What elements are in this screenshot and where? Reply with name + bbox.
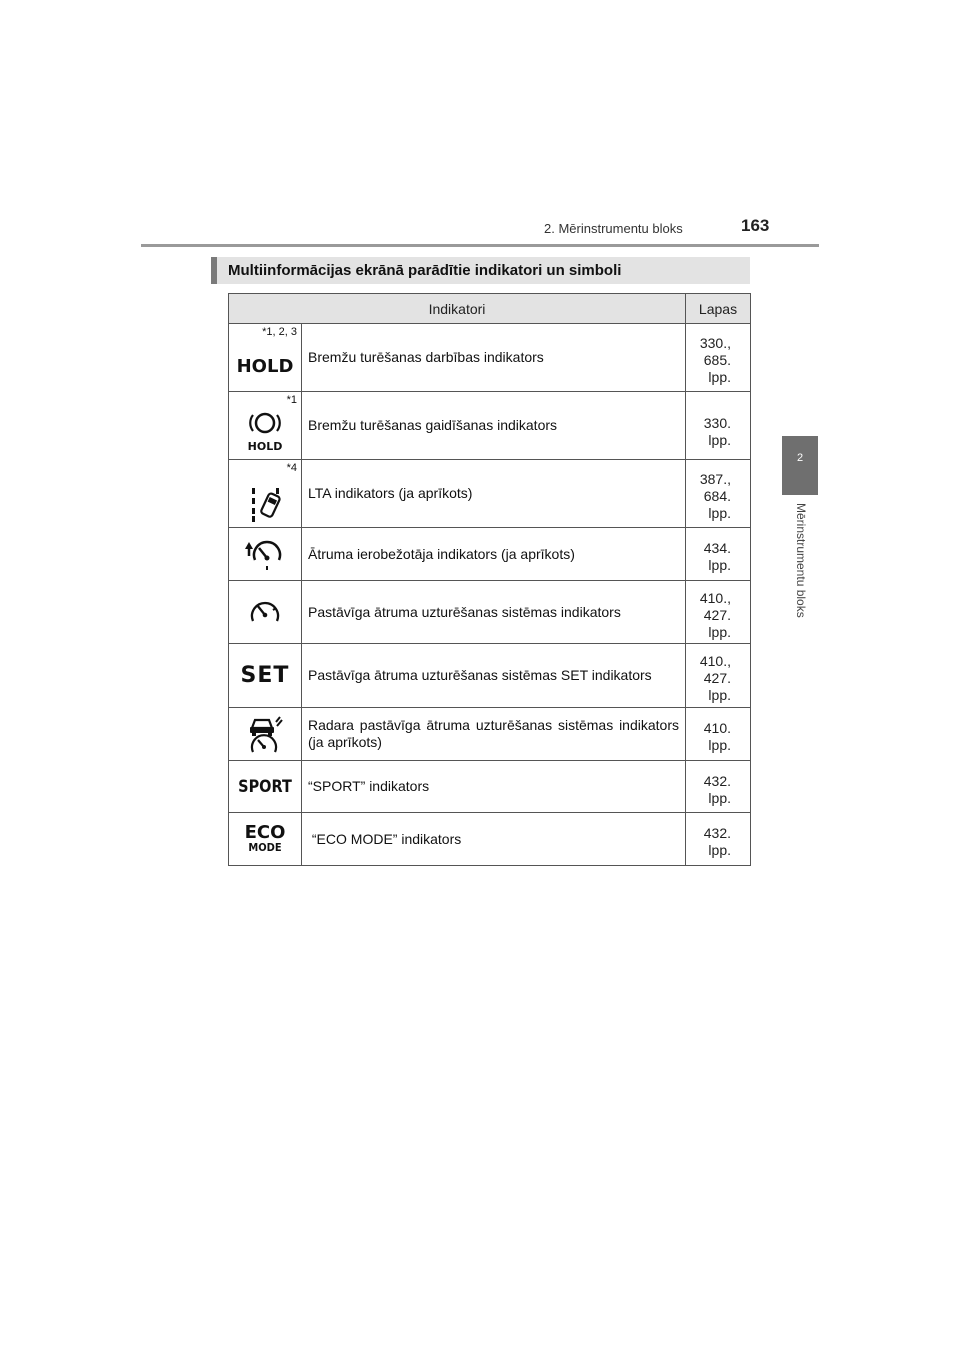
footnote-marker: *4 <box>286 462 297 474</box>
page-line: lpp. <box>708 737 731 753</box>
hold-standby-icon <box>245 410 285 456</box>
page-reference <box>686 761 751 813</box>
cruise-control-icon <box>247 595 283 629</box>
icon-cell <box>229 460 302 528</box>
page-line: lpp. <box>708 557 731 573</box>
page-reference <box>686 644 751 708</box>
page-line: lpp. <box>708 369 731 385</box>
page-line: lpp. <box>708 505 731 521</box>
page-line: 410., <box>699 589 731 606</box>
header-divider <box>141 244 819 247</box>
table-header-row <box>229 294 751 324</box>
table-row <box>229 460 751 528</box>
footnote-marker: *1 <box>286 394 297 406</box>
icon-cell <box>229 528 302 581</box>
page-line: 330., <box>699 335 731 351</box>
chapter-tab <box>782 436 818 495</box>
table-row <box>229 813 751 866</box>
sport-icon: SPORT <box>238 776 292 797</box>
indicator-description: Bremžu turēšanas gaidīšanas indikators <box>302 392 686 460</box>
icon-cell <box>229 581 302 644</box>
hold-standby-label: HOLD <box>247 439 283 453</box>
page-line: 387., <box>699 471 731 487</box>
page-line: 434. <box>703 540 731 556</box>
icon-cell <box>229 708 302 761</box>
column-header-indicators: Indikatori <box>229 294 686 324</box>
page-line: lpp. <box>708 432 731 448</box>
icon-cell <box>229 392 302 460</box>
lta-icon <box>248 484 282 524</box>
page-number: 163 <box>741 216 770 235</box>
radar-cruise-icon <box>244 714 286 754</box>
page-line: lpp. <box>708 842 731 858</box>
indicator-description: “ECO MODE” indikators <box>302 813 686 866</box>
page-line: lpp. <box>708 687 731 703</box>
page-line: 685. <box>703 352 731 368</box>
chapter-tab-number: 2 <box>796 452 804 464</box>
page-line: 330. <box>703 415 731 431</box>
table-row <box>229 324 751 392</box>
page-reference <box>686 460 751 528</box>
indicator-description: Bremžu turēšanas darbības indikators <box>302 324 686 392</box>
indicator-description: LTA indikators (ja aprīkots) <box>302 460 686 528</box>
page-reference <box>686 528 751 581</box>
section-title: Multiinformācijas ekrānā parādītie indikatori un simboli <box>211 257 750 284</box>
page-line: 684. <box>703 488 731 504</box>
eco-icon-text: ECO <box>244 822 286 843</box>
set-icon: SET <box>240 663 290 688</box>
hold-text-icon: HOLD <box>236 356 294 377</box>
indicator-table <box>228 293 751 866</box>
icon-cell <box>229 324 302 392</box>
page-reference <box>686 708 751 761</box>
table-row <box>229 761 751 813</box>
indicator-description: Ātruma ierobežotāja indikators (ja aprīkots) <box>302 528 686 581</box>
page-line: lpp. <box>708 623 731 640</box>
page-line: 432. <box>703 772 731 789</box>
page-reference <box>686 392 751 460</box>
page-reference <box>686 324 751 392</box>
icon-cell <box>229 644 302 708</box>
indicator-description: Pastāvīga ātruma uzturēšanas sistēmas SET indikators <box>302 644 686 708</box>
page-reference <box>686 813 751 866</box>
indicator-description: Radara pastāvīga ātruma uzturēšanas sistēmas indikators (ja aprīkots) <box>302 708 686 761</box>
table-row <box>229 528 751 581</box>
page-reference <box>686 581 751 644</box>
footnote-marker: *1, 2, 3 <box>262 326 297 338</box>
chapter-tab-label: Mērinstrumentu bloks <box>794 503 808 618</box>
page-line: 432. <box>703 825 731 841</box>
icon-cell <box>229 761 302 813</box>
column-header-pages: Lapas <box>686 294 751 324</box>
mode-icon-text: MODE <box>248 841 282 854</box>
page-line: 427. <box>703 670 731 686</box>
table-row <box>229 581 751 644</box>
page-line: 410., <box>699 653 731 669</box>
indicator-description: “SPORT” indikators <box>302 761 686 813</box>
icon-cell <box>229 813 302 866</box>
page-line: 410. <box>703 720 731 736</box>
table-row <box>229 708 751 761</box>
table-row <box>229 644 751 708</box>
running-header-section: 2. Mērinstrumentu bloks <box>544 221 683 236</box>
speed-limiter-icon <box>245 536 285 572</box>
indicator-description: Pastāvīga ātruma uzturēšanas sistēmas indikators <box>302 581 686 644</box>
page-line: 427. <box>703 606 731 623</box>
table-row <box>229 392 751 460</box>
page-line: lpp. <box>708 789 731 806</box>
